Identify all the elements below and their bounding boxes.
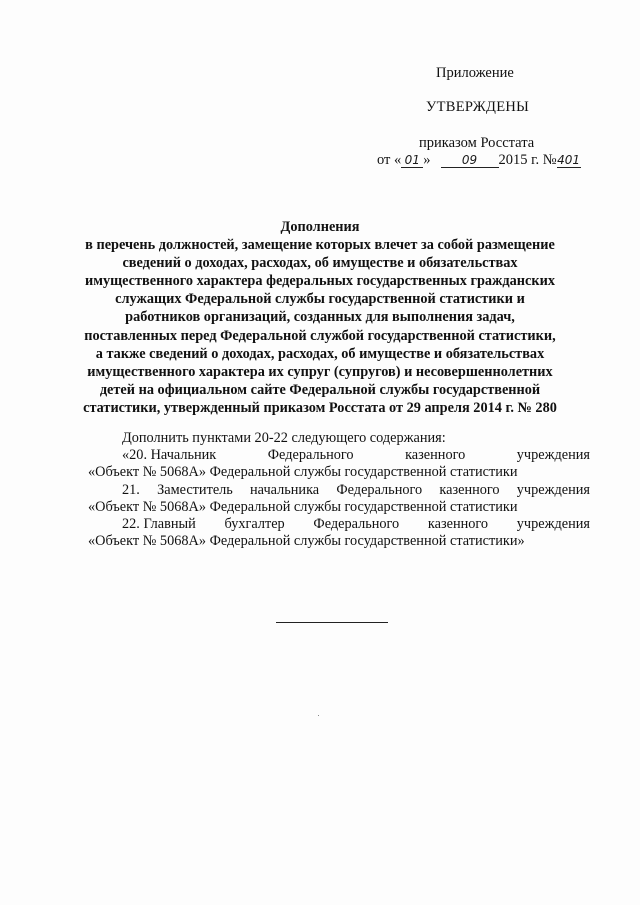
year-text: 2015 г. №	[498, 152, 557, 168]
date-prefix: от «	[377, 152, 402, 168]
word: «20. Начальник	[122, 447, 217, 464]
word: 22. Главный	[122, 516, 196, 533]
title-line: поставленных перед Федеральной службой государственной статистики,	[84, 327, 556, 344]
order-date-line	[377, 151, 581, 169]
date-mid: »	[423, 152, 431, 168]
word: учреждения	[516, 447, 590, 464]
word: казенного	[439, 481, 500, 498]
title-line: статистики, утвержденный приказом Росстата от 29 апреля 2014 г. № 280	[83, 399, 557, 416]
item-first-line	[88, 447, 590, 464]
item-continuation: «Объект № 5068А» Федеральной службы государственной статистики	[88, 464, 518, 481]
title-line: детей на официальном сайте Федеральной службы государственной	[99, 381, 541, 398]
scan-speck	[318, 715, 319, 716]
word: казенного	[427, 516, 489, 533]
title-line: а также сведений о доходах, расходах, об имуществе и обязательствах	[95, 345, 545, 362]
item-first-line	[88, 482, 590, 499]
list-item-22	[88, 516, 590, 550]
appendix-label: Приложение	[436, 65, 514, 81]
word: казенного	[405, 447, 466, 464]
list-item-20	[88, 447, 590, 481]
word: начальника	[250, 481, 320, 498]
handwritten-month: 09	[441, 153, 499, 168]
handwritten-order-number: 401	[557, 153, 581, 167]
title-heading: Дополнения	[280, 219, 360, 235]
word: бухгалтер	[224, 516, 285, 533]
word: Заместитель	[157, 481, 233, 498]
word: 21.	[122, 481, 140, 498]
handwritten-day: 01	[401, 153, 423, 168]
word: учреждения	[516, 516, 590, 533]
word: Федерального	[336, 481, 423, 498]
title-line: работников организаций, созданных для выполнения задач,	[125, 309, 515, 326]
word: учреждения	[516, 481, 590, 498]
list-item-21	[88, 482, 590, 516]
item-first-line	[88, 516, 590, 533]
word: Федерального	[267, 447, 354, 464]
document-body	[88, 430, 590, 550]
intro-paragraph: Дополнить пунктами 20-22 следующего содержания:	[122, 430, 446, 446]
approved-label: УТВЕРЖДЕНЫ	[426, 99, 530, 115]
item-continuation: «Объект № 5068А» Федеральной службы государственной статистики»	[88, 533, 525, 550]
title-line: служащих Федеральной службы государственной статистики и	[115, 291, 525, 308]
title-line: имущественного характера их супруг (супругов) и несовершеннолетних	[87, 363, 553, 380]
title-line: имущественного характера федеральных государственных гражданских	[84, 273, 556, 290]
word: Федерального	[313, 516, 400, 533]
order-by-label: приказом Росстата	[419, 135, 535, 151]
title-line: сведений о доходах, расходах, об имуществе и обязательствах	[122, 255, 518, 272]
end-divider-line	[276, 622, 388, 623]
title-line: в перечень должностей, замещение которых влечет за собой размещение	[85, 237, 555, 254]
document-title	[60, 218, 580, 417]
item-continuation: «Объект № 5068А» Федеральной службы государственной статистики	[88, 498, 518, 515]
